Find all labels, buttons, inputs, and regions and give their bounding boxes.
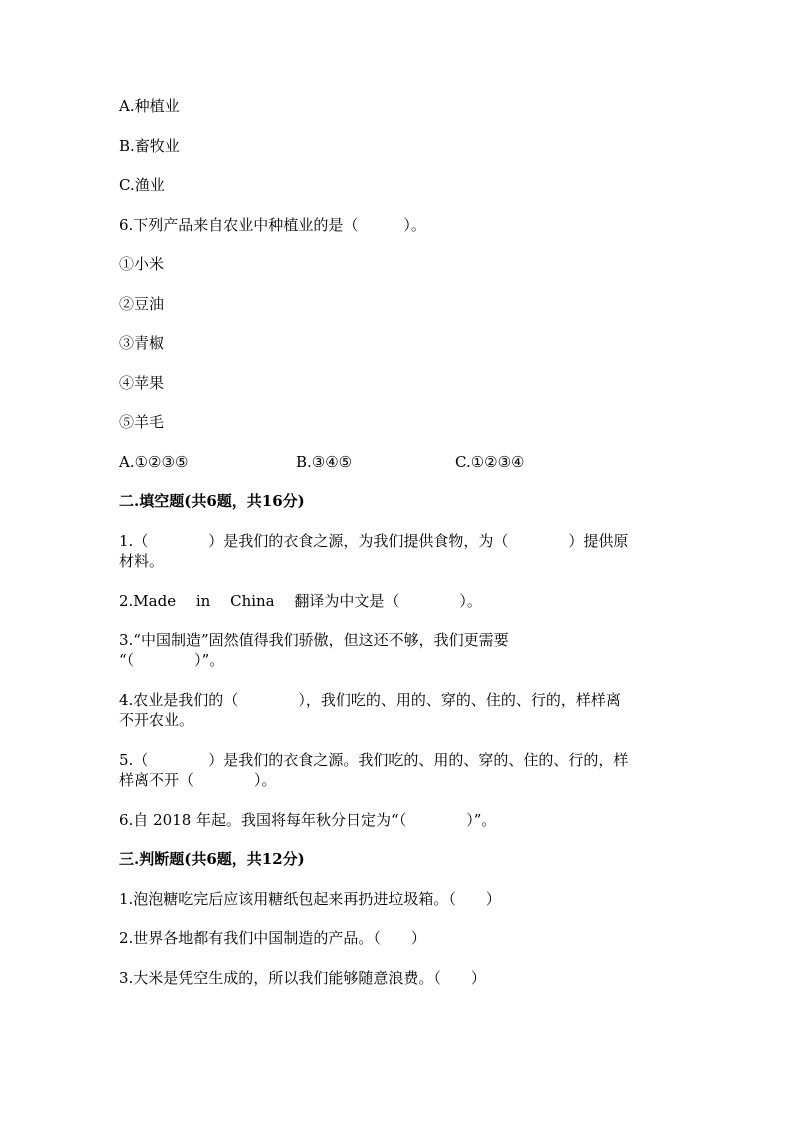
q5-option-a: A.种植业	[119, 97, 180, 115]
fill-q5-line2: 样离不开（ ）。	[119, 771, 277, 789]
judge-q3: 3.大米是凭空生成的，所以我们能够随意浪费。（ ）	[119, 969, 486, 987]
q6-item-2: ②豆油	[119, 295, 165, 313]
fill-q4-line2: 不开农业。	[119, 711, 195, 729]
fill-q2: 2.Made in China 翻译为中文是（ ）。	[119, 592, 482, 610]
fill-q3-line1: 3.“中国制造”固然值得我们骄傲，但这还不够，我们更需要	[119, 631, 509, 649]
judge-q2: 2.世界各地都有我们中国制造的产品。（ ）	[119, 929, 426, 947]
fill-q4-line1: 4.农业是我们的（ ），我们吃的、用的、穿的、住的、行的，样样离	[119, 691, 621, 709]
q6-question: 6.下列产品来自农业中种植业的是（ ）。	[119, 216, 426, 234]
fill-q5-line1: 5.（ ）是我们的衣食之源。我们吃的、用的、穿的、住的、行的，样	[119, 751, 629, 769]
fill-q1-line2: 材料。	[119, 552, 165, 570]
judge-q1: 1.泡泡糖吃完后应该用糖纸包起来再扔进垃圾箱。（ ）	[119, 890, 501, 908]
q6-option-c: C.①②③④	[455, 453, 525, 471]
q6-item-3: ③青椒	[119, 334, 165, 352]
q6-item-1: ①小米	[119, 255, 165, 273]
fill-q1-line1: 1.（ ）是我们的衣食之源，为我们提供食物，为（ ）提供原	[119, 532, 629, 550]
q5-option-b: B.畜牧业	[119, 137, 180, 155]
fill-q3-line2: “（ ）”。	[119, 651, 225, 669]
q5-option-c: C.渔业	[119, 176, 165, 194]
q6-item-4: ④苹果	[119, 374, 165, 392]
q6-option-b: B.③④⑤	[296, 453, 353, 471]
q6-option-a: A.①②③⑤	[119, 453, 189, 471]
fill-section-heading: 二.填空题(共6题，共16分)	[119, 492, 305, 510]
q6-item-5: ⑤羊毛	[119, 413, 165, 431]
judge-section-heading: 三.判断题(共6题，共12分)	[119, 850, 305, 868]
fill-q6: 6.自 2018 年起。我国将每年秋分日定为“（ ）”。	[119, 811, 497, 829]
